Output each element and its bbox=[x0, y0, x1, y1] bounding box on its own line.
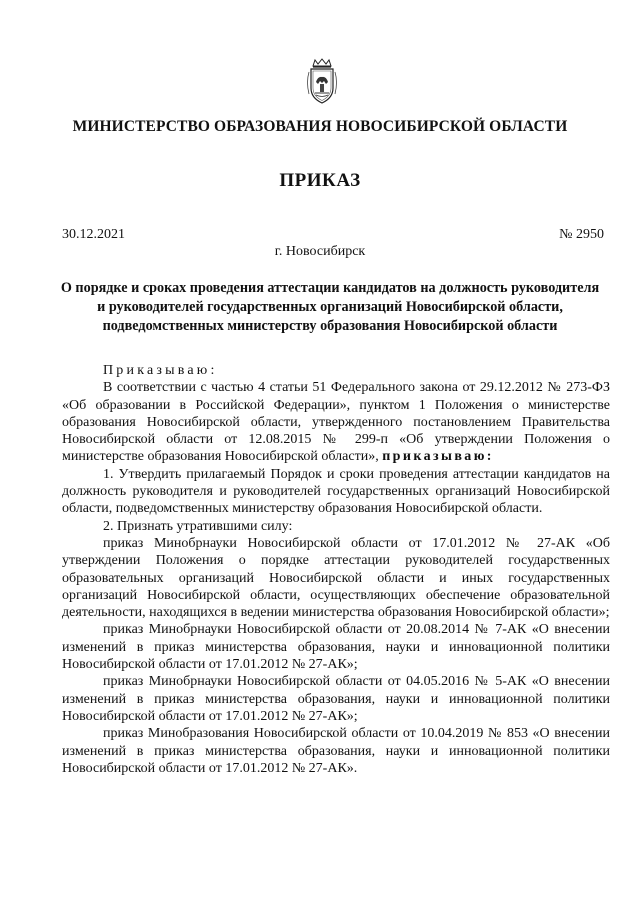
document-title: О порядке и сроках проведения аттестации кандидатов на должность руководителя и руководителей государственных организаций Новосибирской области, подведомственных министерству образования Новосибирской области bbox=[60, 280, 600, 334]
preamble-text: В соответствии с частью 4 статьи 51 Федерального закона от 29.12.2012 № 273-ФЗ «Об образовании в Российской Федерации», пунктом 1 Положения о министерстве образования Новосибирской области, утвержденного постановлением Правительства Новосибирской области от 12.08.2015 № 299-п «Об утверждении Положения о министерстве образования Новосибирской области», bbox=[62, 380, 610, 465]
coat-of-arms-icon bbox=[304, 58, 340, 106]
order-heading bbox=[62, 362, 610, 379]
repealed-order-1: приказ Минобрнауки Новосибирской области от 17.01.2012 № 27-АК «Об утверждении Положения о порядке аттестации руководителей государственных образовательных организаций Новосибирской области и иных государственных организаций Новосибирской области, осуществляющих обеспечение образовательной деятельности, находящихся в ведении министерства образования Новосибирской области»; bbox=[62, 535, 610, 621]
preamble-order-word: приказываю: bbox=[382, 449, 494, 465]
item-2-paragraph: 2. Признать утратившими силу: bbox=[103, 518, 293, 534]
ministry-name: МИНИСТЕРСТВО ОБРАЗОВАНИЯ НОВОСИБИРСКОЙ ОБЛАСТИ bbox=[72, 118, 568, 135]
document-number: № 2950 bbox=[559, 227, 604, 242]
order-word: Приказываю: bbox=[103, 363, 218, 378]
repealed-order-3: приказ Минобрнауки Новосибирской области от 04.05.2016 № 5-АК «О внесении изменений в приказ министерства образования, науки и инновационной политики Новосибирской области от 17.01.2012 № 27-АК»; bbox=[62, 674, 610, 724]
repealed-order-2: приказ Минобрнауки Новосибирской области от 20.08.2014 № 7-АК «О внесении изменений в приказ министерства образования, науки и инновационной политики Новосибирской области от 17.01.2012 № 27-АК»; bbox=[62, 622, 610, 673]
document-body bbox=[62, 362, 610, 777]
document-type: ПРИКАЗ bbox=[279, 170, 361, 191]
document-date: 30.12.2021 bbox=[62, 227, 125, 242]
document-city: г. Новосибирск bbox=[274, 244, 366, 259]
repealed-order-4: приказ Минобразования Новосибирской области от 10.04.2019 № 853 «О внесении изменений в приказ министерства образования, науки и инновационной политики Новосибирской области от 17.01.2012 № 27-АК». bbox=[62, 726, 610, 776]
item-1-paragraph: 1. Утвердить прилагаемый Порядок и сроки проведения аттестации кандидатов на должность руководителя и руководителей государственных организаций Новосибирской области, подведомственных министерству образования Новосибирской области. bbox=[62, 466, 610, 517]
preamble-paragraph bbox=[62, 379, 610, 465]
